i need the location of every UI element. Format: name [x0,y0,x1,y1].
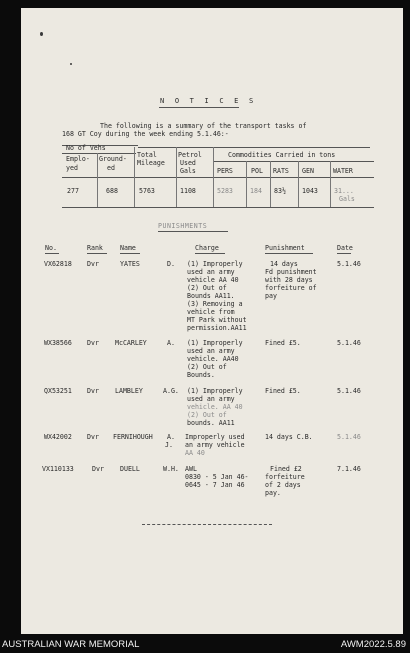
row-charge: MT Park without [187,316,247,324]
group-underline [62,153,136,154]
row-date: 5.1.46 [337,339,361,347]
row-charge: 0645 - 7 Jan 46 [185,481,245,489]
row-punishment: forfeiture of [265,284,317,292]
row-initials: A.G. [163,387,179,395]
row-charge: (1) Improperly [187,260,243,268]
row-punishment: Fined £5. [265,387,301,395]
row-name: FERNIHOUGH [113,433,153,441]
value-pers: 5283 [217,187,233,195]
col-gen: GEN [302,167,314,175]
row-rank: Dvr [92,465,104,473]
value-mileage: 5763 [139,187,155,195]
col-divider [298,161,299,207]
row-date: 5.1.46 [337,260,361,268]
row-charge: (2) Out of [187,363,227,371]
commodities-header: Commodities Carried in tons [228,151,336,159]
header-name: Name [120,244,136,252]
row-charge: vehicle. AA 40 [187,403,243,411]
row-charge: used an army [187,395,235,403]
col-employed-2: yed [66,164,78,172]
col-petrol-2: Used [180,159,196,167]
page-title: N O T I C E S [160,97,257,105]
row-name: YATES [120,260,140,268]
row-charge: vehicle AA 40 [187,276,239,284]
header-underline [45,253,59,254]
punishments-underline [158,231,228,232]
ink-speck [40,32,43,36]
row-charge: AA 40 [185,449,205,457]
header-no: No. [45,244,57,252]
row-punishment: pay. [265,489,281,497]
row-punishment: 14 days C.B. [265,433,313,441]
value-pol: 184 [250,187,262,195]
row-charge: (1) Improperly [187,339,243,347]
col-rats: RATS [273,167,289,175]
row-charge: bounds. AA11 [187,419,235,427]
value-water-unit: Gals [339,195,355,203]
header-underline [265,253,313,254]
row-date: 5.1.46 [337,387,361,395]
row-rank: Dvr [87,387,99,395]
row-charge: used an army [187,347,235,355]
col-divider [270,161,271,207]
footer-accession-number: AWM2022.5.89 [340,639,406,650]
value-employed: 277 [67,187,79,195]
header-punishment: Punishment [265,244,305,252]
table-bottom-rule [62,207,374,208]
title-underline [159,107,239,108]
footer-institution: AUSTRALIAN WAR MEMORIAL [2,639,140,650]
row-initials: W.H. [163,465,179,473]
row-charge: Improperly used [185,433,245,441]
col-divider [330,161,331,207]
row-charge: Bounds AA11. [187,292,235,300]
col-divider [176,147,177,207]
row-no: WX38566 [44,339,72,347]
col-divider [97,153,98,207]
row-name: LAMBLEY [115,387,143,395]
row-charge: (1) Improperly [187,387,243,395]
col-petrol: Petrol [178,151,202,159]
row-charge: an army vehicle [185,441,245,449]
row-rank: Dvr [87,260,99,268]
row-punishment: with 28 days [265,276,313,284]
commodities-underline [214,161,374,162]
row-no: QX53251 [44,387,72,395]
row-charge: Bounds. [187,371,215,379]
ink-speck [70,63,72,65]
row-name: DUELL [120,465,140,473]
intro-line-1: The following is a summary of the transport tasks of [100,122,307,130]
col-petrol-3: Gals [180,167,196,175]
col-pers: PERS [217,167,233,175]
row-punishment: Fined £5. [265,339,301,347]
row-rank: Dvr [87,339,99,347]
value-water: 31... [334,187,354,195]
row-charge: (3) Removing a [187,300,243,308]
row-date: 7.1.46 [337,465,361,473]
row-charge: 0830 - 5 Jan 46- [185,473,249,481]
col-employed: Emplo- [66,155,90,163]
value-rats: 83½ [274,187,286,195]
col-divider [134,147,135,207]
col-grounded-2: ed [107,164,115,172]
value-grounded: 688 [106,187,118,195]
col-mileage-2: Mileage [137,159,165,167]
row-date: 5.1.46 [337,433,361,441]
table-top-rule [138,147,370,148]
col-divider [246,161,247,207]
col-water: WATER [333,167,353,175]
row-no: VX110133 [42,465,74,473]
row-punishment: pay [265,292,277,300]
punishments-heading: PUNISHMENTS [158,222,208,230]
header-bottom-rule [62,177,374,178]
header-underline [195,253,225,254]
header-underline [87,253,107,254]
header-charge: Charge [195,244,219,252]
group-header: No of Vehs [66,144,106,152]
row-initials: D. [167,260,175,268]
row-no: WX42002 [44,433,72,441]
header-date: Date [337,244,353,252]
row-name: McCARLEY [115,339,147,347]
row-initials: A. [167,433,175,441]
row-initials: J. [165,441,173,449]
row-initials: A. [167,339,175,347]
row-punishment: Fined £2 [270,465,302,473]
header-rank: Rank [87,244,103,252]
row-charge: AWL [185,465,197,473]
row-charge: used an army [187,268,235,276]
row-charge: (2) Out of [187,284,227,292]
row-punishment: forfeiture [265,473,305,481]
intro-line-2: 168 GT Coy during the week ending 5.1.46:- [62,130,229,138]
row-charge: vehicle. AA40 [187,355,239,363]
row-charge: vehicle from [187,308,235,316]
row-punishment: of 2 days [265,481,301,489]
row-no: VX62818 [44,260,72,268]
col-mileage: Total [137,151,157,159]
value-petrol: 1108 [180,187,196,195]
row-rank: Dvr [87,433,99,441]
row-charge: (2) Out of [187,411,227,419]
row-punishment: 14 days [270,260,298,268]
header-underline [337,253,351,254]
row-punishment: Fd punishment [265,268,317,276]
header-underline [120,253,140,254]
col-grounded: Ground- [99,155,127,163]
value-gen: 1043 [302,187,318,195]
col-pol: POL [251,167,263,175]
col-divider [213,147,214,207]
closing-rule [142,524,272,525]
row-charge: permission.AA11 [187,324,247,332]
